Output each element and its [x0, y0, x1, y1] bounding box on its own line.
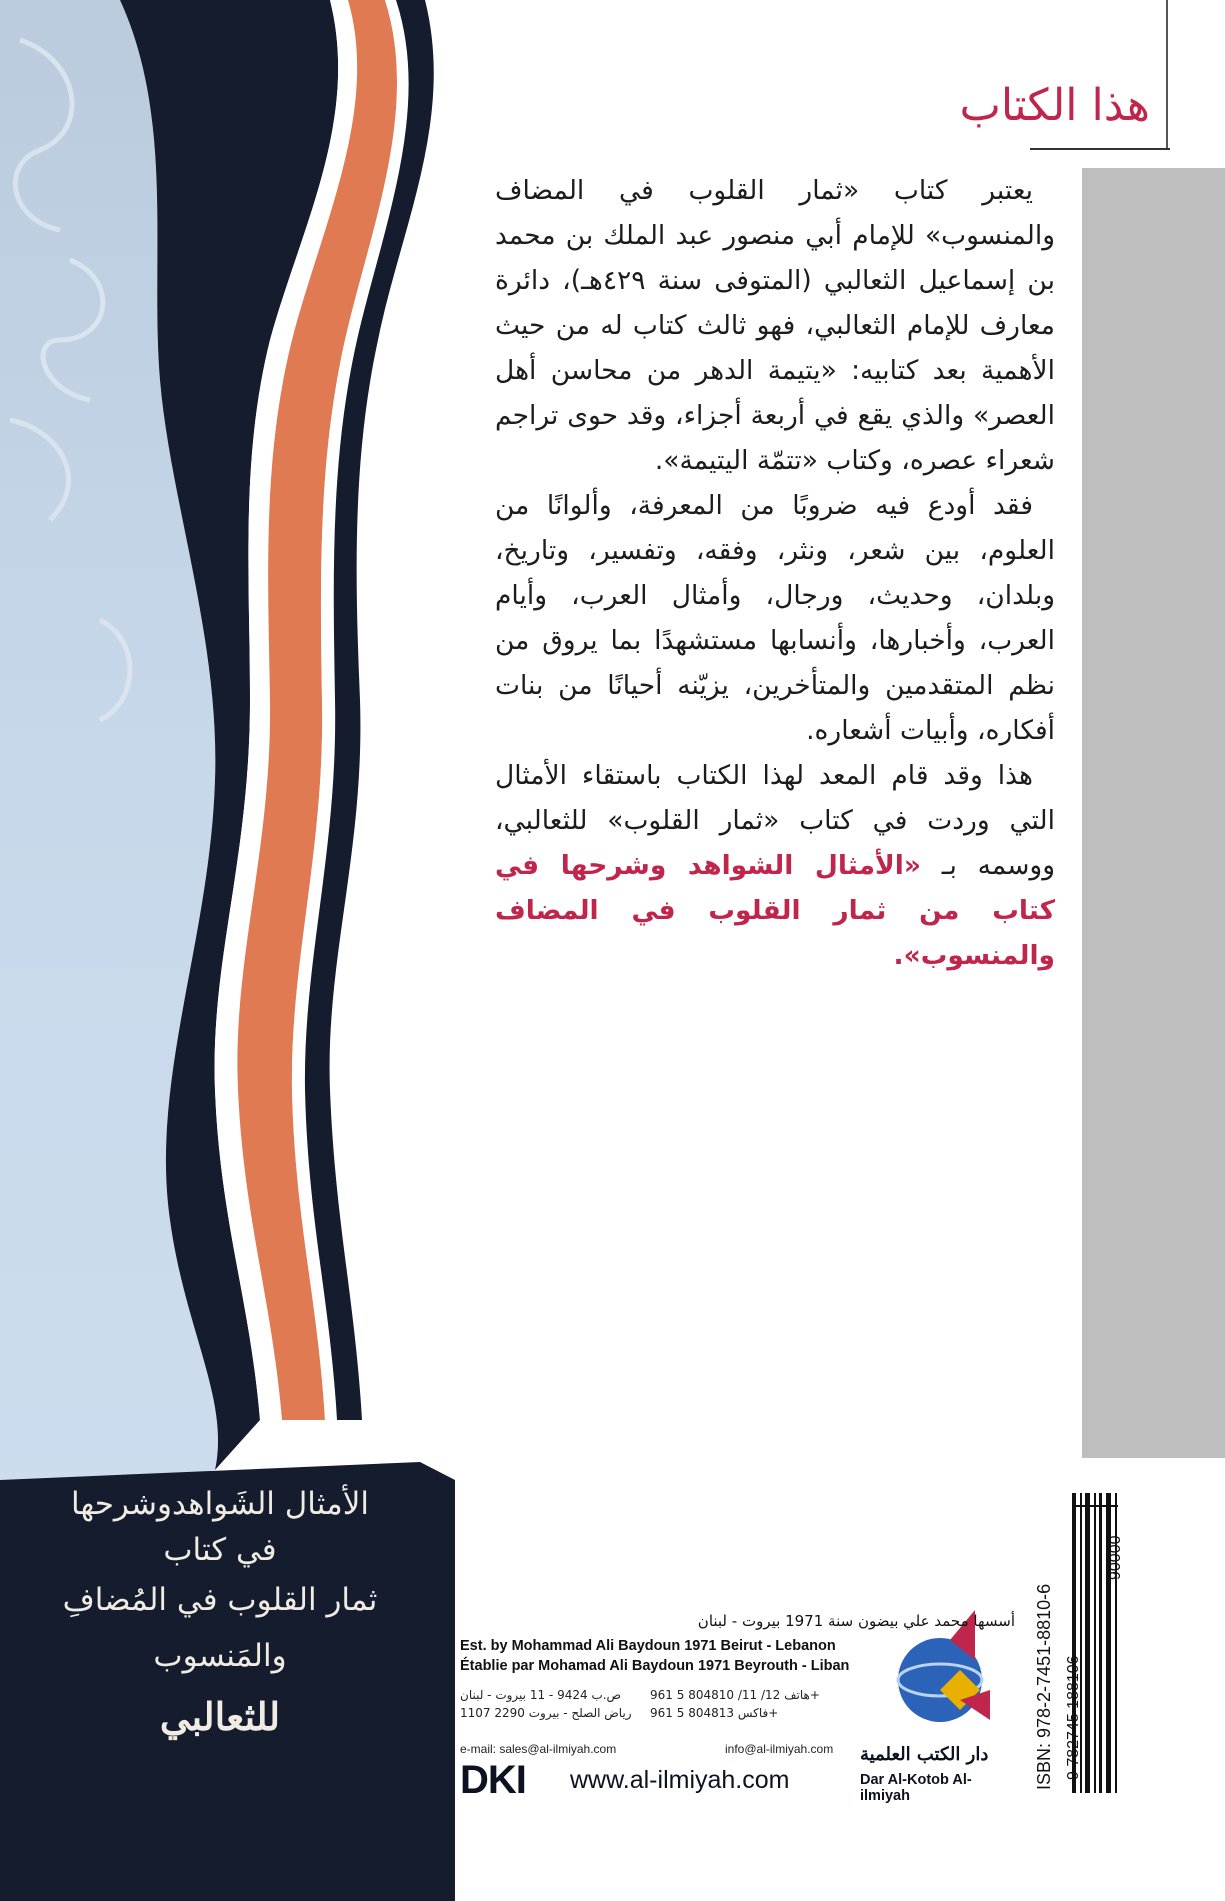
publisher-founded-ar: أسسها محمد علي بيضون سنة 1971 بيروت - لبنان — [697, 1612, 1015, 1630]
dki-logo: DKI — [460, 1758, 526, 1802]
publisher-est-en: Est. by Mohammad Ali Baydoun 1971 Beirut - Lebanon — [460, 1638, 836, 1654]
blurb-paragraph-3 — [495, 753, 1055, 978]
header-underline — [1030, 148, 1170, 150]
publisher-block — [460, 1612, 1015, 1812]
section-header: هذا الكتاب — [959, 80, 1150, 131]
publisher-website: www.al-ilmiyah.com — [570, 1766, 790, 1794]
publisher-email: e-mail: sales@al-ilmiyah.com — [460, 1742, 617, 1756]
isbn-price-code: 90000 — [1107, 1535, 1124, 1580]
header-box-edge — [1166, 0, 1168, 148]
blurb-text — [495, 168, 1055, 978]
book-title-line-1: الأمثال الشَواهدوشرحها — [71, 1486, 369, 1522]
blurb-paragraph-2: فقد أودع فيه ضروبًا من المعرفة، وألوانًا من العلوم، بين شعر، ونثر، وفقه، وتفسير، وتاريخ، وبلدان، وحديث، ورجال، وأمثال العرب، وأيام العرب، وأخبارها، وأنسابها مستشهدًا بما يروق من نظم المتقدمين والمتأخرين، يزيّنه أحيانًا من بنات أفكاره، وأبيات أشعاره. — [495, 490, 1055, 746]
isbn-barcode-digits: 9 782745 188106 — [1065, 1655, 1082, 1780]
publisher-fax: فاكس 804813 5 961+ — [650, 1706, 779, 1720]
book-title-highlight: «الأمثال الشواهد وشرحها في كتاب من ثمار القلوب في المضاف والمنسوب». — [495, 850, 1055, 971]
publisher-est-fr: Établie par Mohamad Ali Baydoun 1971 Beyrouth - Liban — [460, 1658, 850, 1674]
publisher-phone: هاتف 12/ 11/ 804810 5 961+ — [650, 1688, 820, 1702]
book-title-line-3: ثمار القلوب في المُضافِ والمَنسوب — [62, 1582, 378, 1674]
gray-band — [1082, 168, 1225, 1458]
isbn-number: ISBN: 978-2-7451-8810-6 — [1034, 1583, 1054, 1790]
book-author: للثعالبي — [159, 1694, 281, 1739]
price-code-block — [1092, 1490, 1132, 1790]
publisher-name-ar: دار الكتب العلمية — [860, 1744, 989, 1765]
book-title-line-2: في كتاب — [163, 1532, 277, 1568]
publisher-po-box: ص.ب 9424 - 11 بيروت - لبنان — [460, 1688, 622, 1702]
publisher-info-email: info@al-ilmiyah.com — [725, 1742, 834, 1756]
publisher-address: رياض الصلح - بيروت 2290 1107 — [460, 1706, 632, 1720]
blurb-paragraph-3-lead: هذا وقد قام المعد لهذا الكتاب باستقاء الأمثال التي وردت في كتاب «ثمار القلوب» للثعالبي، ووسمه بـ — [495, 760, 1055, 881]
isbn-text-block — [1032, 1490, 1082, 1790]
publisher-name-en: Dar Al-Kotob Al-ilmiyah — [860, 1772, 972, 1804]
book-title-label — [0, 1480, 440, 1750]
blurb-paragraph-1: يعتبر كتاب «ثمار القلوب في المضاف والمنسوب» للإمام أبي منصور عبد الملك بن محمد بن إسماعيل الثعالبي (المتوفى سنة ٤٢٩هـ)، دائرة معارف للإمام الثعالبي، فهو ثالث كتاب له من حيث الأهمية بعد كتابيه: «يتيمة الدهر من محاسن أهل العصر» والذي يقع في أربعة أجزاء، وقد حوى تراجم شعراء عصره، وكتاب «تتمّة اليتيمة». — [495, 175, 1055, 476]
